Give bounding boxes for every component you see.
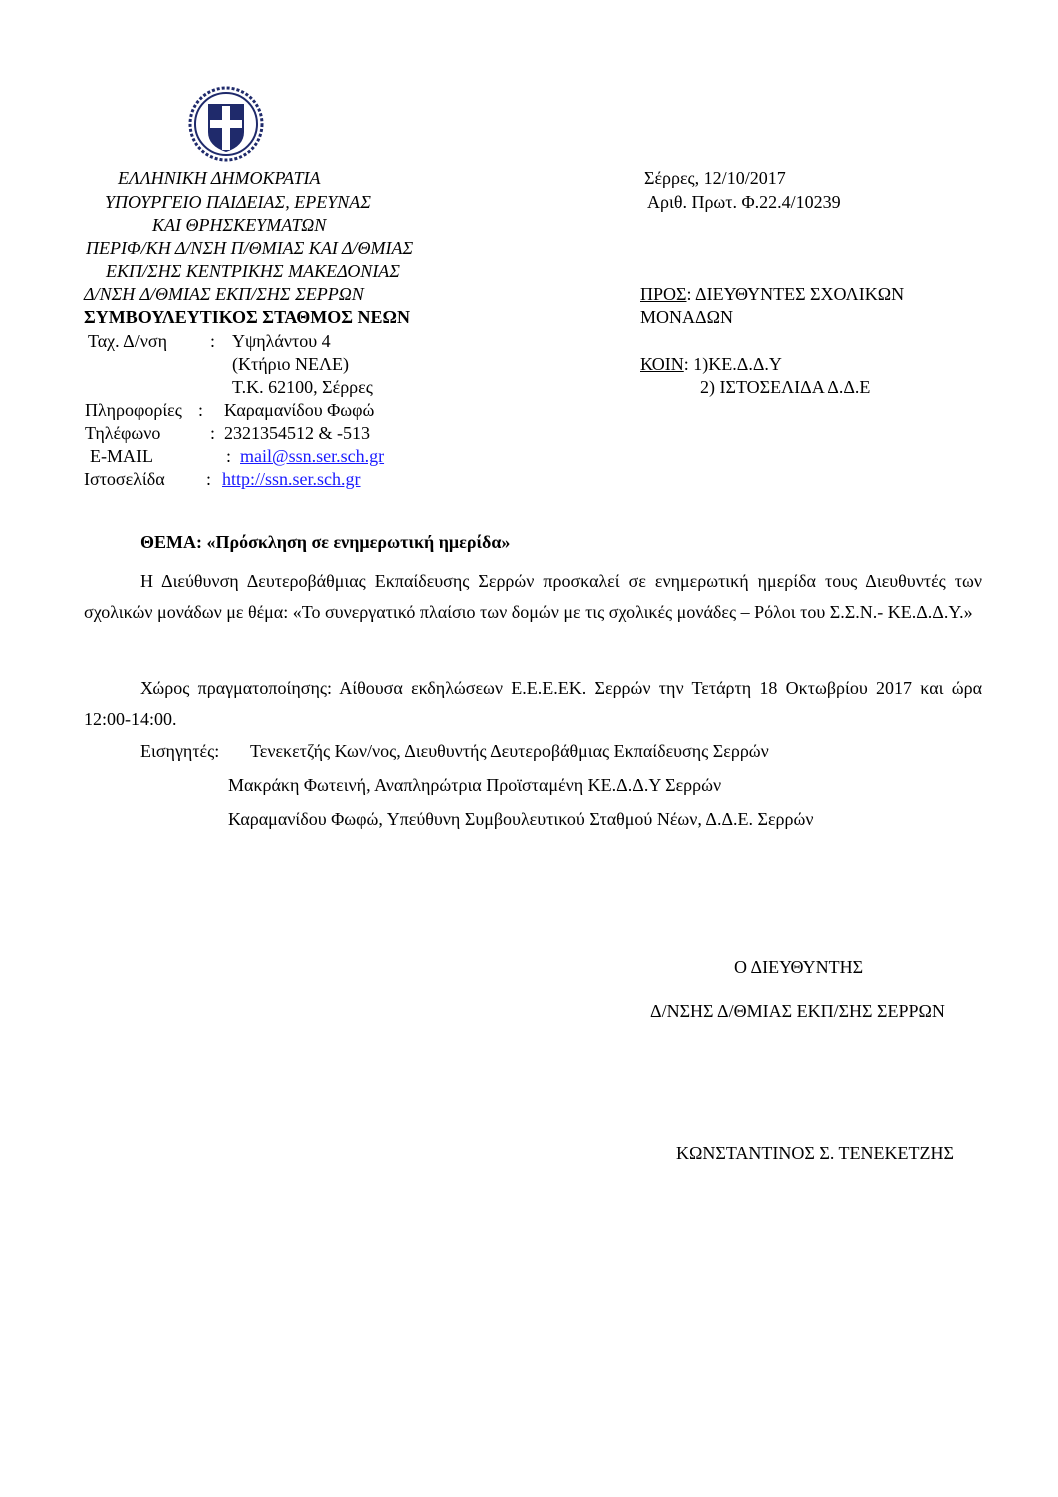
speakers-label: Εισηγητές: [140, 741, 220, 761]
cc-label: ΚΟΙΝ [640, 354, 684, 374]
service-name: ΣΥΜΒΟΥΛΕΥΤΙΚΟΣ ΣΤΑΘΜΟΣ ΝΕΩΝ [84, 307, 410, 327]
to-label: ΠΡΟΣ [640, 284, 687, 304]
header-line-ministry-2: ΚΑΙ ΘΡΗΣΚΕΥΜΑΤΩΝ [152, 215, 327, 235]
header-line-republic: ΕΛΛΗΝΙΚΗ ΔΗΜΟΚΡΑΤΙΑ [118, 168, 321, 188]
info-label: Πληροφορίες [85, 400, 182, 420]
address-line3: Τ.Κ. 62100, Σέρρες [232, 377, 373, 397]
cc-value-1: : 1)ΚΕ.Δ.Δ.Υ [683, 354, 782, 374]
address-label: Ταχ. Δ/νση [88, 331, 168, 351]
info-sep: : [198, 400, 204, 420]
signature-office: Δ/ΝΣΗΣ Δ/ΘΜΙΑΣ ΕΚΠ/ΣΗΣ ΣΕΡΡΩΝ [650, 1001, 945, 1021]
email-link[interactable]: mail@ssn.ser.sch.gr [240, 446, 385, 466]
speaker-1: Τενεκετζής Κων/νος, Διευθυντής Δευτεροβάθμιας Εκπαίδευσης Σερρών [250, 741, 769, 761]
header-line-region: ΕΚΠ/ΣΗΣ ΚΕΝΤΡΙΚΗΣ ΜΑΚΕΔΟΝΙΑΣ [106, 261, 401, 281]
header-line-directorate: Δ/ΝΣΗ Δ/ΘΜΙΑΣ ΕΚΠ/ΣΗΣ ΣΕΡΡΩΝ [84, 284, 364, 304]
info-value: Καραμανίδου Φωφώ [224, 400, 375, 420]
address-line1: Υψηλάντου 4 [232, 331, 331, 351]
place-date: Σέρρες, 12/10/2017 [644, 168, 786, 188]
web-link[interactable]: http://ssn.ser.sch.gr [222, 469, 361, 489]
to-value-line2: ΜΟΝΑΔΩΝ [640, 307, 733, 327]
web-sep: : [206, 469, 212, 489]
subject-line: ΘΕΜΑ: «Πρόσκληση σε ενημερωτική ημερίδα» [140, 532, 511, 552]
cc-value-2: 2) ΙΣΤΟΣΕΛΙΔΑ Δ.Δ.Ε [700, 377, 871, 397]
paragraph-invitation: Η Διεύθυνση Δευτεροβάθμιας Εκπαίδευσης Σερρών προσκαλεί σε ενημερωτική ημερίδα τους Διευθυντές των σχολικών μονάδων με θέμα: «Το συνεργατικό πλαίσιο των δομών με τις σχολικές μονάδες – Ρόλοι του Σ.Σ.Ν.- ΚΕ.Δ.Δ.Υ.» [84, 571, 982, 622]
header-line-ministry: ΥΠΟΥΡΓΕΙΟ ΠΑΙΔΕΙΑΣ, ΕΡΕΥΝΑΣ [105, 192, 371, 212]
address-sep: : [210, 331, 216, 351]
phone-label: Τηλέφωνο [85, 423, 161, 443]
signature-name: ΚΩΝΣΤΑΝΤΙΝΟΣ Σ. ΤΕΝΕΚΕΤΖΗΣ [676, 1143, 954, 1163]
address-line2: (Κτήριο ΝΕΛΕ) [232, 354, 349, 374]
protocol-number: Αριθ. Πρωτ. Φ.22.4/10239 [647, 192, 841, 212]
greek-state-emblem-icon [188, 86, 264, 162]
speaker-2: Μακράκη Φωτεινή, Αναπληρώτρια Προϊσταμένη ΚΕ.Δ.Δ.Υ Σερρών [228, 775, 722, 795]
header-line-regional: ΠΕΡΙΦ/ΚΗ Δ/ΝΣΗ Π/ΘΜΙΑΣ ΚΑΙ Δ/ΘΜΙΑΣ [86, 238, 414, 258]
email-sep: : [226, 446, 232, 466]
signature-title: Ο ΔΙΕΥΘΥΝΤΗΣ [734, 957, 864, 977]
web-label: Ιστοσελίδα [84, 469, 165, 489]
to-value: : ΔΙΕΥΘΥΝΤΕΣ ΣΧΟΛΙΚΩΝ [686, 284, 905, 304]
email-label: E-MAIL [90, 446, 153, 466]
paragraph-venue: Χώρος πραγματοποίησης: Αίθουσα εκδηλώσεων Ε.Ε.Ε.ΕΚ. Σερρών την Τετάρτη 18 Οκτωβρίου 2017 και ώρα 12:00-14:00. [84, 678, 982, 729]
speaker-3: Καραμανίδου Φωφώ, Υπεύθυνη Συμβουλευτικού Σταθμού Νέων, Δ.Δ.Ε. Σερρών [228, 809, 814, 829]
phone-value: 2321354512 & -513 [224, 423, 370, 443]
phone-sep: : [210, 423, 216, 443]
